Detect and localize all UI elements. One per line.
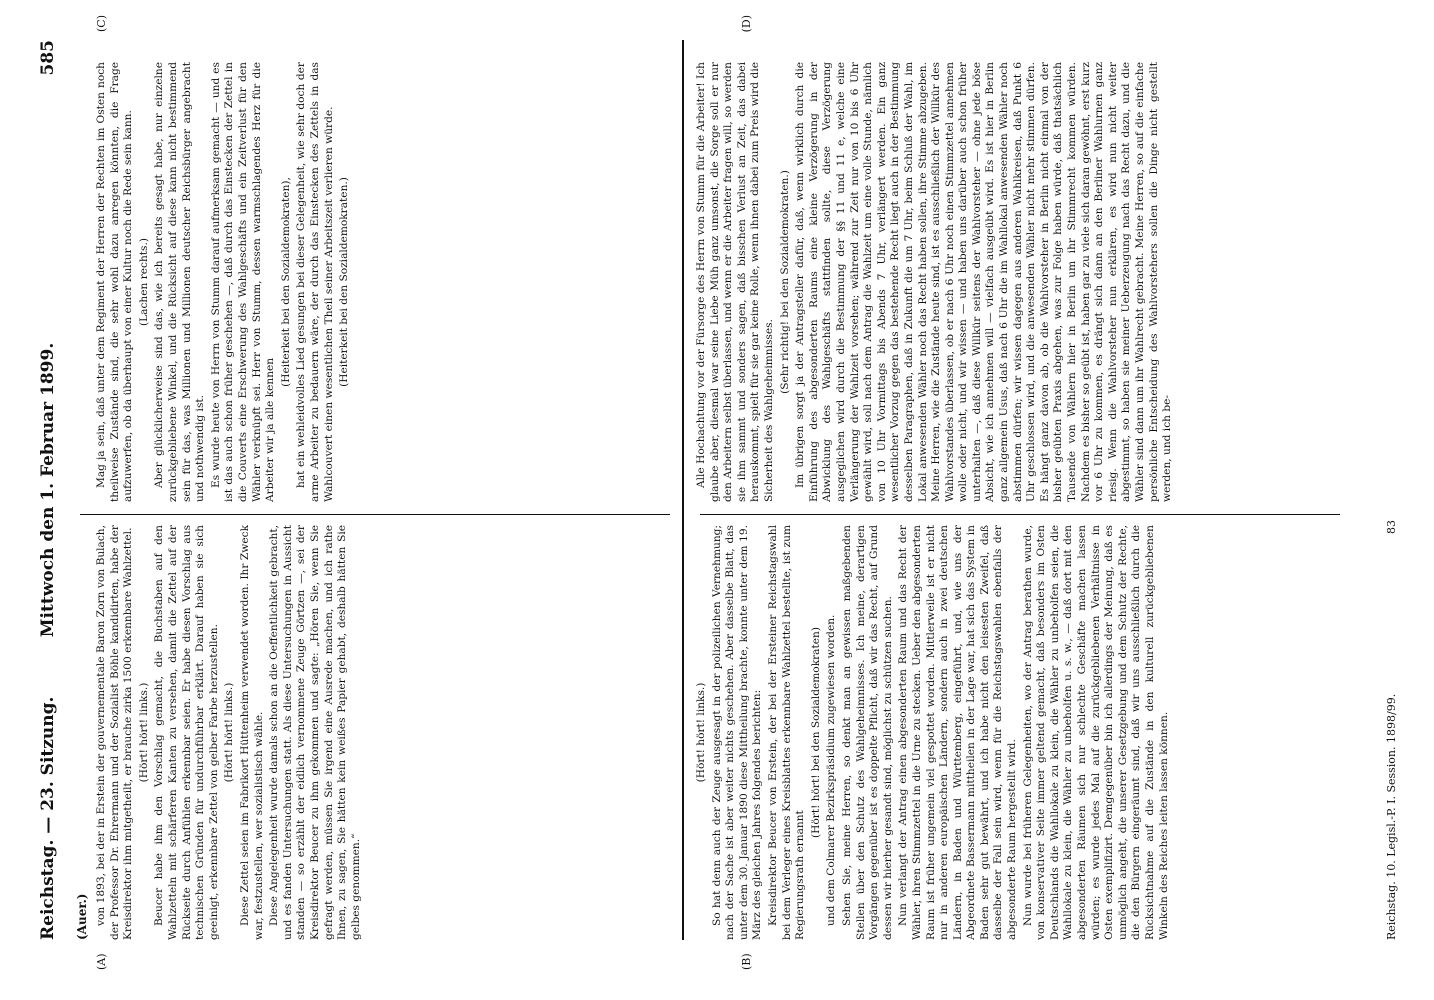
interjection: (Heiterkeit bei den Sozialdemokraten),: [279, 177, 292, 387]
quote: und dem Colmarer Bezirkspräsidium zugewiesen worden.: [825, 614, 838, 926]
paragraph: Nun wurde bei früheren Gelegenheiten, wo der Antrag berathen wurde, von konservativer Seite immer geltend gemacht, daß besonders im Osten Deutschlands die Wahllokale zu klein, die Wähler zu unbeholfen seien, die Wahllokale zu klein, die Wähler zu unbeholfen u. s. w., — daß dort mit den abgesonderten Räumen sich nur schlechte Geschäfte machen lassen würden; es wurde jedes Mal auf die zurückgebliebenen Verhältnisse in Osten exemplifizirt. Demgegenüber bin ich allerdings der Meinung, daß es unmöglich angeht, die unserer Gesetzgebung und dem Schutz der Rechte, die den Bürgern eingeräumt sind, daß wir uns ausschließlich durch die Rücksichtnahme auf die Zustände in den kulturell zurückgebliebenen Winkeln des Reiches leiten lassen können.: [1021, 525, 1170, 940]
interjection: (Hört! hört! links.): [695, 682, 707, 783]
column-right-top: [95, 62, 675, 502]
column-right-bottom: [695, 62, 1385, 502]
column-left-bottom: [695, 525, 1375, 940]
paragraph: So hat denn auch der Zeuge ausgesagt in der polizeilichen Vernehmung; nach der Sache ist aber weiter nichts geschehen. Aber dasselbe Blatt, das unter dem 30. Januar 1890 diese Mittheilung brachte, konnte unter dem 19. März des gleichen Jahres folgendes berichten:: [710, 525, 764, 940]
column-divider: [700, 514, 1340, 515]
page-number: 585: [38, 40, 58, 76]
margin-mark-d: (D): [740, 15, 753, 33]
speaker-label: (Auer.): [75, 893, 89, 940]
page-header: [38, 40, 68, 940]
paragraph: Diese Angelegenheit wurde damals schon an die Oeffentlichkeit gebracht, und es fanden Untersuchungen statt. Als diese Untersuchungen in Aussicht standen — so erzählt der eidlich vernommene Zeuge Görtzen —, sei der Kreisdirektor Beucer zu ihm gekommen und sagte: „Hören Sie, wenn Sie gefragt werden, müssen Sie irgend eine Ausrede machen, und ich rathe Ihnen, zu sagen, Sie hätten kein weißes Papier gehabt, deshalb hätten Sie gelbes genommen.“: [268, 525, 362, 940]
paragraph: Nun verlangt der Antrag einen abgesonderten Raum und das Recht der Wähler, ihren Stimmzettel in die Urne zu stecken. Ueber den abgesonderten Raum ist früher ungemein viel gespottet worden. Mittlerweile ist er nicht nur in anderen europäischen Ländern, sondern auch in zwei deutschen Ländern, in Baden und Württemberg, eingeführt, und, wie uns der Abgeordnete Bassermann mittheilen in der Lage war, hat sich das System in Baden sehr gut bewährt, und ich habe nicht den leisesten Zweifel, daß dasselbe der Fall sein wird, wenn für die Reichstagswahlen ebenfalls der abgesonderte Raum hergestellt wird.: [897, 525, 1019, 940]
paragraph: Es wurde heute von Herrn von Stumm darauf aufmerksam gemacht — und es ist das auch schon früher geschehen —, daß durch das Einstecken der Zettel in die Couverts eine Erschwerung des Wahlgeschäfts und ein Zeitverlust für den Wähler verknüpft sei. Herr von Stumm, dessen warmschlagendes Herz für die Arbeiter wir ja alle kennen: [209, 62, 277, 502]
column-divider: [80, 514, 670, 515]
column-left-top: [95, 525, 675, 940]
header-date: Mittwoch den 1. Februar 1899.: [38, 342, 58, 638]
paragraph: Mag ja sein, daß unter dem Regiment der Herren der Rechten im Osten noch theilweise Zustände sind, die sehr wohl dazu anregen könnten, die Frage aufzuwerfen, ob da überhaupt von einer Kultur noch die Rede sein kann.: [95, 62, 135, 502]
paragraph: Beucer habe ihm den Vorschlag gemacht, die Buchstaben auf den Wahlzetteln mit schärferen Kanten zu versehen, damit die Zettel auf der Rückseite durch Anfühlen erkennbar seien. Er habe diesen Vorschlag aus technischen Gründen für undurchführbar erklärt. Darauf haben sie sich geeinigt, erkennbare Zettel von gelber Farbe herzustellen.: [153, 525, 220, 940]
paragraph: Diese Zettel seien im Fabrikort Hüttenheim verwendet worden. Ihr Zweck war, festzustellen, wer sozialistisch wähle.: [238, 525, 265, 940]
margin-mark-a: (A): [95, 953, 108, 970]
horizontal-rule: [682, 40, 684, 940]
paragraph: Aber glücklicherweise sind das, wie ich bereits gesagt habe, nur einzelne zurückgebliebene Winkel, und die Rücksicht auf diese kann nicht bestimmend sein für das, was Millionen und Millionen deutscher Reichsbürger angebracht und nothwendig ist.: [153, 62, 207, 502]
margin-mark-c: (C): [95, 15, 108, 32]
paragraph: von 1893, bei der in Erstein der gouvernementale Baron Zorn von Bulach, der Professor Dr. Ehrermann und der Sozialist Böhle kandidirten, habe der Kreisdirektor ihm mitgetheilt, er brauche zirka 1500 erkennbare Wahlzettel.: [95, 525, 135, 940]
paragraph: Sehen Sie, meine Herren, so denkt man an gewissen maßgebenden Stellen über den Schutz des Wahlgeheimnisses. Ich meine, derartigen Vorgängen gegenüber ist es doppelte Pflicht, daß wir das Recht, auf Grund dessen wir hierher gesandt sind, möglichst zu schützen suchen.: [840, 525, 894, 940]
interjection: (Hört! hört! links.): [223, 682, 236, 783]
paragraph: Alle Hochachtung vor der Fürsorge des Herrn von Stumm für die Arbeiter! Ich glaube aber, diesmal war seine Liebe Müh ganz umsonst, die Sorge soll er nur den Arbeitern selbst überlassen, und wenn er die Arbeiter fragen will, so werden sie ihm sammt und sonders sagen, daß bisschen Verlust an Zeit, das dabei herauskommt, spielt für sie gar keine Rolle, wenn ihnen dabei zum Preis wird die Sicherheit des Wahlgeheimnisses.: [695, 62, 775, 502]
interjection: (Heiterkeit bei den Sozialdemokraten.): [338, 177, 351, 387]
header-session: Reichstag. — 23. Sitzung.: [38, 696, 58, 940]
footer-signature: 83: [1385, 520, 1398, 534]
footer-session: Reichstag. 10. Legisl.-P. I. Session. 1898/99.: [1385, 693, 1398, 940]
margin-mark-b: (B): [740, 953, 753, 970]
interjection: (Hört! hört! links.): [137, 682, 150, 783]
interjection: (Lachen rechts.): [137, 238, 150, 326]
paragraph: hat ein wehleidvolles Lied gesungen bei dieser Gelegenheit, wie sehr doch der arme Arbeiter zu bedauern wäre, der durch das Einstecken des Zettels in das Wahlcouvert einen wesentlichen Theil seiner Arbeitszeit verlieren würde.: [295, 62, 335, 502]
interjection: (Hört! hört! bei den Sozialdemokraten): [809, 627, 822, 838]
paragraph: Im übrigen sorgt ja der Antragsteller dafür, daß, wenn wirklich durch die Einführung des abgesonderten Raums eine kleine Verzögerung in der Abwicklung des Wahlgeschäfts stattfinden sollte, diese Verzögerung ausgeglichen wird durch die Bestimmung der §§ 11 und 11 e, welche eine Verlängerung der Wahlzeit vorsehen; während zur Zeit nur von 10 bis 6 Uhr gewählt wird, soll nach dem Antrag die Wahlzeit um eine volle Stunde, nämlich von 10 Uhr Vormittags bis Abends 7 Uhr, verlängert werden. Ein ganz wesentlicher Vorzug gegen das bestehende Recht liegt auch in der Bestimmung desselben Paragraphen, daß in Zukunft die um 7 Uhr, beim Schluß der Wahl, im Lokal anwesenden Wähler noch das Recht haben sollen, ihre Stimme abzugeben. Meine Herren, wie die Zustände heute sind, ist es ausschließlich der Willkür des Wahlvorstandes überlassen, ob er nach 6 Uhr noch einen Stimmzettel annehmen wolle oder nicht, und wir wissen — und haben uns darüber auch schon früher unterhalten —, daß diese Willkür seitens der Wahlvorsteher — ohne jede böse Absicht, wie ich annehmen will — vielfach ausgeübt wird. Es ist hier in Berlin ganz allgemein Usus, daß nach 6 Uhr die im Wahllokal anwesenden Wähler noch abstimmen dürfen; wir wissen dagegen aus anderen Wahlkreisen, daß Punkt 6 Uhr geschlossen wird, und die anwesenden Wähler nicht mehr stimmen dürfen. Es hängt ganz davon ab, ob die Wahlvorsteher in Berlin nicht einmal von der bisher geübten Praxis abgehen, was zur Folge haben würde, daß thatsächlich Tausende von Wählern hier in Berlin um ihr Stimmrecht kommen würden. Nachdem es bisher so geübt ist, haben gar zu viele sich daran gewöhnt, erst kurz vor 6 Uhr zu kommen, es drängt sich dann an den Berliner Wahlurnen ganz riesig. Wenn die Wahlvorsteher nun erklären, es wird nun nicht weiter abgestimmt, so haben sie meiner Ueberzeugung nach das Recht dazu, und die Wähler sind dann um ihr Wahlrecht gebracht. Meine Herren, so auf die einfache persönliche Entscheidung des Wahlvorstehers sollen die Dinge nicht gestellt werden, und ich be-: [794, 62, 1174, 502]
quote: Kreisdirektor Beucer von Erstein, der bei der Ersteiner Reichstagswahl bei dem Verleger eines Kreisblattes erkennbare Wahlzettel bestellte, ist zum Regierungsrath ernannt: [766, 525, 807, 940]
interjection: (Sehr richtig! bei den Sozialdemokraten.): [778, 170, 791, 394]
